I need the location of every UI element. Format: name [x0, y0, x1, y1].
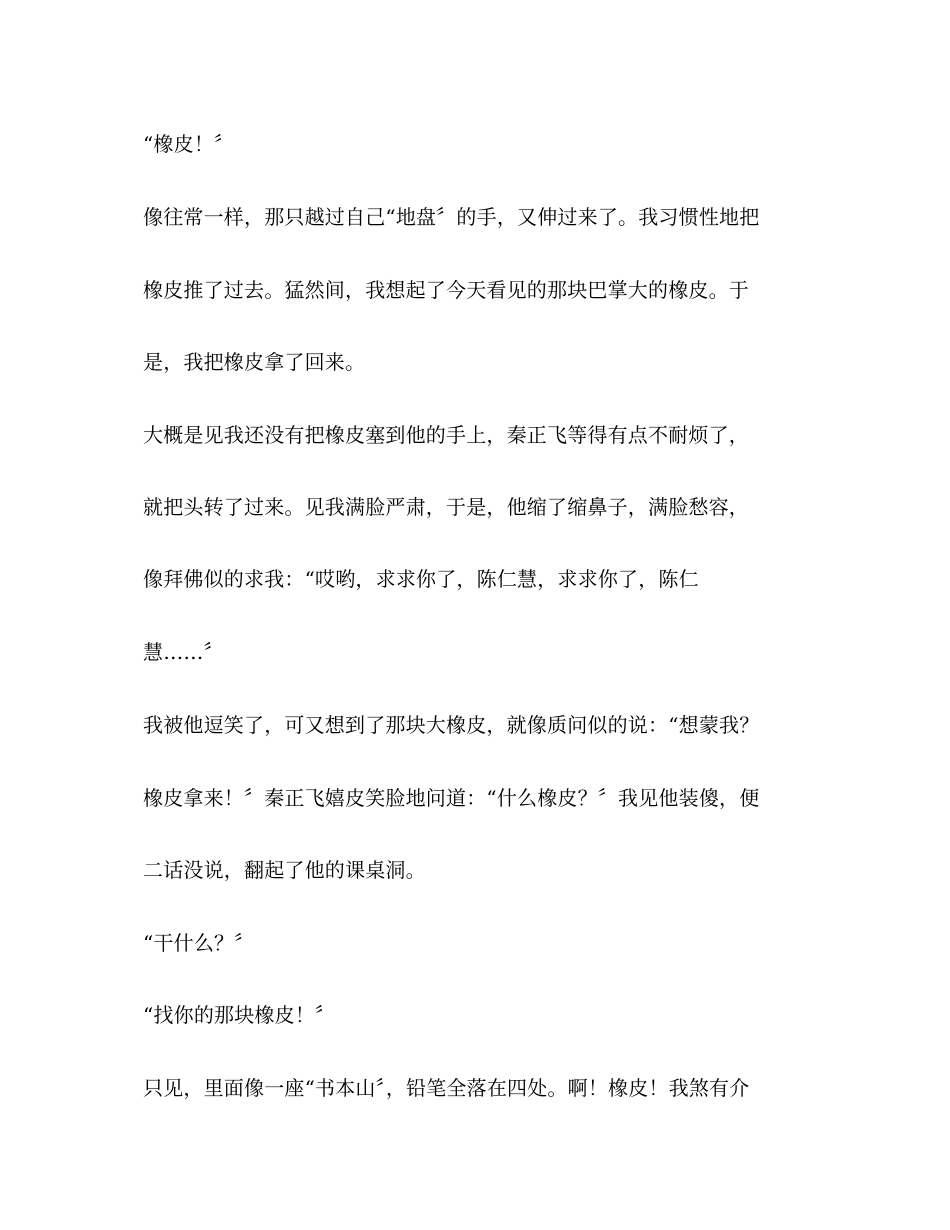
text-line: 我被他逗笑了，可又想到了那块大橡皮，就像质问似的说：“想蒙我？ — [143, 713, 760, 737]
text-line: 像拜佛似的求我：“哎哟，求求你了，陈仁慧，求求你了，陈仁 — [143, 567, 699, 591]
text-line: “橡皮！〞 — [143, 132, 235, 156]
text-line: 橡皮拿来！〞秦正飞嬉皮笑脸地问道：“什么橡皮？〞我见他装傻，便 — [143, 786, 760, 810]
text-line: “找你的那块橡皮！〞 — [143, 1003, 336, 1027]
text-line: 只见，里面像一座“书本山〞，铅笔全落在四处。啊！橡皮！我煞有介 — [143, 1076, 750, 1100]
text-line: 慧……〞 — [143, 640, 224, 664]
text-line: “干什么？〞 — [143, 931, 255, 955]
text-line: 就把头转了过来。见我满脸严肃，于是，他缩了缩鼻子，满脸愁容， — [143, 495, 749, 519]
text-line: 大概是见我还没有把橡皮塞到他的手上，秦正飞等得有点不耐烦了， — [143, 423, 749, 447]
text-line: 橡皮推了过去。猛然间，我想起了今天看见的那块巴掌大的橡皮。于 — [143, 278, 749, 302]
text-line: 像往常一样，那只越过自己“地盘〞的手，又伸过来了。我习惯性地把 — [143, 205, 760, 229]
text-line: 是，我把橡皮拿了回来。 — [143, 350, 366, 374]
text-line: 二话没说，翻起了他的课桌洞。 — [143, 858, 426, 882]
